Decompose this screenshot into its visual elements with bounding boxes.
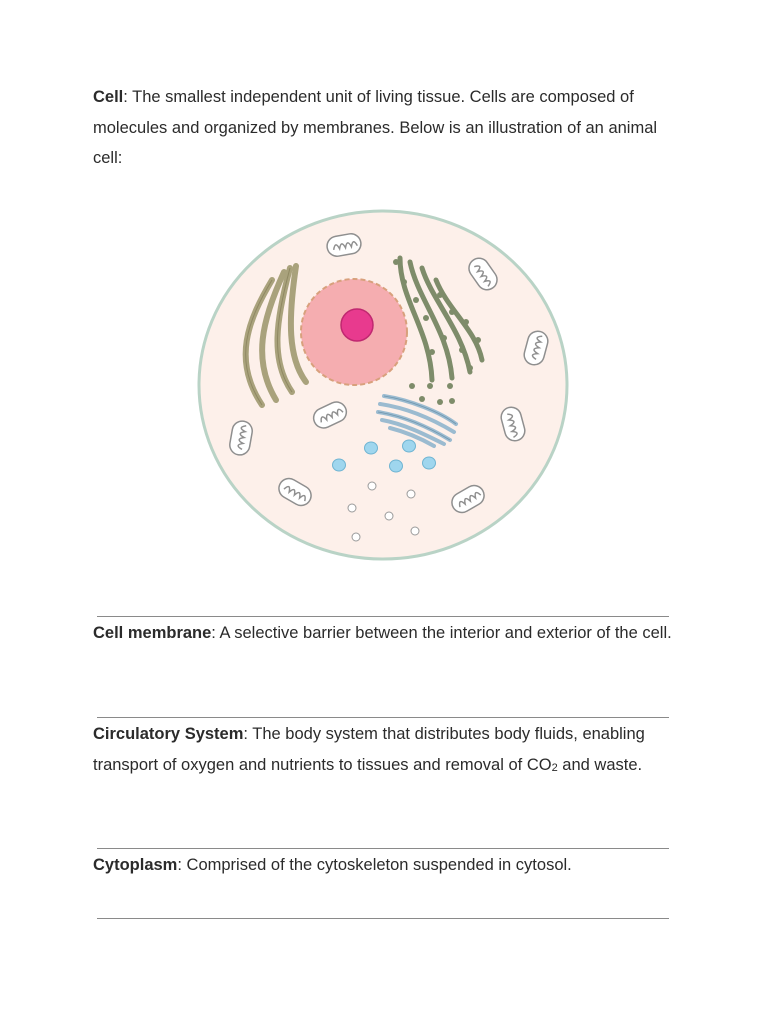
definition-circulatory-system: [93, 719, 678, 782]
term-cytoplasm: Cytoplasm: [93, 856, 178, 874]
term-cell: Cell: [93, 88, 124, 106]
definition-text: : A selective barrier between the interior and exterior of the cell.: [211, 624, 672, 642]
animal-cell-illustration: [195, 207, 571, 564]
divider-line: [97, 717, 669, 718]
definition-cytoplasm: [93, 850, 678, 881]
divider-line: [97, 616, 669, 617]
definition-text: : Comprised of the cytoskeleton suspended in cytosol.: [177, 856, 572, 874]
intro-paragraph: [93, 82, 678, 174]
divider-line: [97, 848, 669, 849]
nucleolus-shape: [341, 309, 373, 341]
divider-line: [97, 918, 669, 919]
definition-text: : The body system that distributes body fluids, enabling transport of oxygen and nutrients to tissues and removal of CO: [93, 725, 645, 774]
definition-text-continued: and waste.: [557, 755, 643, 774]
definition-cell: : The smallest independent unit of living tissue. Cells are composed of molecules and organized by membranes. Below is an illustration of an animal cell:: [93, 88, 658, 167]
term-circulatory-system: Circulatory System: [93, 725, 244, 743]
term-cell-membrane: Cell membrane: [93, 624, 212, 642]
definition-cell-membrane: [93, 618, 678, 649]
subscript-2: 2: [551, 761, 558, 774]
